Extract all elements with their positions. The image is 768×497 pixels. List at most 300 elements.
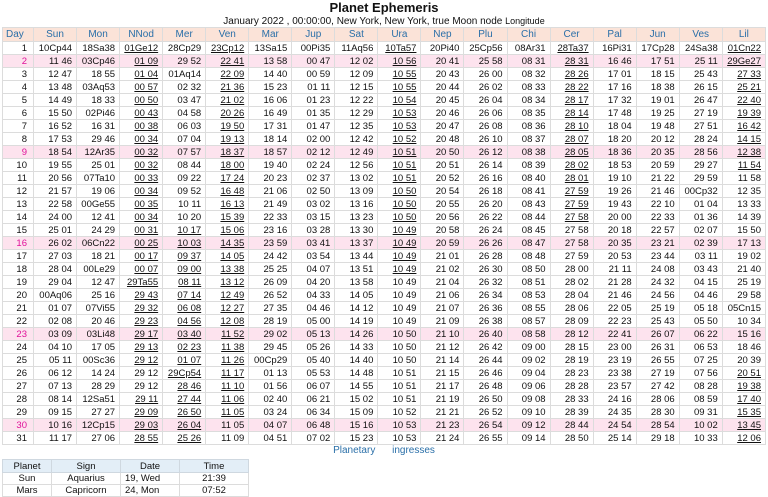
cell-ven bbox=[206, 120, 249, 133]
retrograde-value: 00 32 bbox=[134, 146, 159, 158]
table-row bbox=[3, 172, 766, 185]
cell-ves: 26 47 bbox=[679, 94, 722, 107]
cell-nep: 21 12 bbox=[421, 341, 464, 354]
cell-sun: 20 56 bbox=[34, 172, 77, 185]
cell-ven bbox=[206, 289, 249, 302]
day-cell: 16 bbox=[3, 237, 34, 250]
retrograde-value: 07 14 bbox=[177, 289, 202, 301]
cell-chi: 08 58 bbox=[507, 328, 550, 341]
cell-ura bbox=[378, 263, 421, 276]
retrograde-value: 10 55 bbox=[392, 68, 417, 80]
cell-ven bbox=[206, 107, 249, 120]
retrograde-value: 10 17 bbox=[177, 224, 202, 236]
ingress-cell-sign: Aquarius bbox=[52, 473, 121, 485]
cell-mer bbox=[163, 341, 206, 354]
cell-mon: 12Cp15 bbox=[77, 419, 120, 432]
cell-sun: 24 00 bbox=[34, 211, 77, 224]
cell-mer bbox=[163, 328, 206, 341]
cell-jun: 24 56 bbox=[636, 289, 679, 302]
cell-lil bbox=[722, 393, 765, 406]
ephemeris-table bbox=[2, 27, 766, 445]
cell-sun: 22 58 bbox=[34, 198, 77, 211]
cell-mer: 07 04 bbox=[163, 133, 206, 146]
cell-mar: 26 09 bbox=[249, 276, 292, 289]
cell-mon: 27 06 bbox=[77, 432, 120, 445]
cell-ven bbox=[206, 276, 249, 289]
day-cell: 25 bbox=[3, 354, 34, 367]
cell-mer bbox=[163, 276, 206, 289]
cell-mar: 13Sa15 bbox=[249, 42, 292, 55]
ingress-cell-sign: Capricorn bbox=[52, 485, 121, 497]
day-cell: 2 bbox=[3, 55, 34, 68]
retrograde-value: 29Cp54 bbox=[167, 367, 202, 379]
cell-nnod bbox=[120, 263, 163, 276]
retrograde-value: 29 32 bbox=[134, 302, 159, 314]
cell-mer: 28Cp29 bbox=[163, 42, 206, 55]
cell-ven bbox=[206, 133, 249, 146]
retrograde-value: 28 31 bbox=[564, 55, 589, 67]
cell-pal: 20 53 bbox=[593, 250, 636, 263]
cell-lil bbox=[722, 94, 765, 107]
cell-plu: 26 30 bbox=[464, 263, 507, 276]
cell-sun: 12 47 bbox=[34, 68, 77, 81]
cell-chi: 08 47 bbox=[507, 237, 550, 250]
cell-nnod bbox=[120, 406, 163, 419]
retrograde-value: 00 34 bbox=[134, 133, 159, 145]
cell-jun: 20 59 bbox=[636, 159, 679, 172]
cell-nep: 20Pi40 bbox=[421, 42, 464, 55]
retrograde-value: 29 43 bbox=[134, 289, 159, 301]
cell-cer: 28 09 bbox=[550, 315, 593, 328]
cell-sun: 16 52 bbox=[34, 120, 77, 133]
retrograde-value: 13 38 bbox=[220, 263, 245, 275]
cell-mar: 01 56 bbox=[249, 380, 292, 393]
cell-ura bbox=[378, 198, 421, 211]
cell-mar: 19 40 bbox=[249, 159, 292, 172]
cell-sun: 26 02 bbox=[34, 237, 77, 250]
cell-cer bbox=[550, 42, 593, 55]
cell-ves: 25 43 bbox=[679, 68, 722, 81]
cell-nnod bbox=[120, 276, 163, 289]
cell-jun: 26 07 bbox=[636, 328, 679, 341]
cell-sat: 15 02 bbox=[335, 393, 378, 406]
cell-cer: 28 04 bbox=[550, 289, 593, 302]
day-cell: 6 bbox=[3, 107, 34, 120]
day-cell: 8 bbox=[3, 133, 34, 146]
cell-chi: 08 50 bbox=[507, 263, 550, 276]
ingresses-header-row bbox=[3, 460, 249, 473]
cell-ura: 10 49 bbox=[378, 276, 421, 289]
cell-sat: 13 09 bbox=[335, 185, 378, 198]
cell-jun: 21 46 bbox=[636, 185, 679, 198]
cell-ven bbox=[206, 172, 249, 185]
cell-chi: 08 51 bbox=[507, 276, 550, 289]
cell-ura: 10 53 bbox=[378, 432, 421, 445]
cell-nnod bbox=[120, 328, 163, 341]
retrograde-value: 09 37 bbox=[177, 250, 202, 262]
cell-nnod bbox=[120, 94, 163, 107]
cell-mon: 03Li48 bbox=[77, 328, 120, 341]
retrograde-value: 13 12 bbox=[220, 276, 245, 288]
cell-ura bbox=[378, 120, 421, 133]
cell-jun: 17Cp28 bbox=[636, 42, 679, 55]
cell-mon: 02Pi46 bbox=[77, 107, 120, 120]
cell-jun: 24 32 bbox=[636, 276, 679, 289]
retrograde-value: 28Ta37 bbox=[557, 42, 589, 54]
cell-ven bbox=[206, 237, 249, 250]
table-row bbox=[3, 263, 766, 276]
cell-ura: 10 51 bbox=[378, 367, 421, 380]
cell-ven bbox=[206, 302, 249, 315]
cell-pal: 19 43 bbox=[593, 198, 636, 211]
cell-jun: 28 06 bbox=[636, 393, 679, 406]
cell-pal: 18 53 bbox=[593, 159, 636, 172]
day-cell: 30 bbox=[3, 419, 34, 432]
cell-ura: 10 49 bbox=[378, 302, 421, 315]
cell-pal: 21 11 bbox=[593, 263, 636, 276]
cell-plu: 26 16 bbox=[464, 172, 507, 185]
cell-lil bbox=[722, 380, 765, 393]
cell-sun: 27 03 bbox=[34, 250, 77, 263]
cell-nnod bbox=[120, 172, 163, 185]
retrograde-value: 10 50 bbox=[392, 198, 417, 210]
cell-lil: 05Cn15 bbox=[722, 302, 765, 315]
cell-nnod bbox=[120, 146, 163, 159]
cell-sun: 19 55 bbox=[34, 159, 77, 172]
cell-ura bbox=[378, 211, 421, 224]
cell-nep: 20 59 bbox=[421, 237, 464, 250]
cell-sun: 11 46 bbox=[34, 55, 77, 68]
cell-chi: 08 57 bbox=[507, 315, 550, 328]
cell-jun: 27 42 bbox=[636, 380, 679, 393]
cell-jup: 05 26 bbox=[292, 341, 335, 354]
cell-nep: 20 50 bbox=[421, 146, 464, 159]
cell-cer: 27 58 bbox=[550, 224, 593, 237]
cell-nep: 20 58 bbox=[421, 224, 464, 237]
cell-cer bbox=[550, 159, 593, 172]
cell-nnod bbox=[120, 55, 163, 68]
cell-cer bbox=[550, 55, 593, 68]
cell-cer bbox=[550, 94, 593, 107]
cell-ves: 24Sa38 bbox=[679, 42, 722, 55]
column-header-mon: Mon bbox=[77, 28, 120, 42]
cell-pal: 23 57 bbox=[593, 380, 636, 393]
cell-ura bbox=[378, 159, 421, 172]
cell-sat: 13 51 bbox=[335, 263, 378, 276]
cell-ves: 09 31 bbox=[679, 406, 722, 419]
retrograde-value: 11 52 bbox=[221, 328, 245, 340]
table-row bbox=[3, 68, 766, 81]
retrograde-value: 18 00 bbox=[220, 159, 245, 171]
cell-sat: 14 19 bbox=[335, 315, 378, 328]
retrograde-value: 13 45 bbox=[737, 419, 761, 431]
cell-pal: 17 16 bbox=[593, 81, 636, 94]
table-row bbox=[3, 289, 766, 302]
retrograde-value: 12 38 bbox=[737, 146, 761, 158]
cell-ura bbox=[378, 68, 421, 81]
day-cell: 31 bbox=[3, 432, 34, 445]
retrograde-value: 12 08 bbox=[220, 315, 245, 327]
cell-pal: 22 23 bbox=[593, 315, 636, 328]
cell-lil: 15 16 bbox=[722, 328, 765, 341]
cell-jun: 20 12 bbox=[636, 133, 679, 146]
cell-mer bbox=[163, 367, 206, 380]
cell-nep: 21 21 bbox=[421, 406, 464, 419]
cell-mer bbox=[163, 432, 206, 445]
cell-nnod: 29 12 bbox=[120, 380, 163, 393]
cell-sat: 13 16 bbox=[335, 198, 378, 211]
cell-jup: 02 37 bbox=[292, 172, 335, 185]
cell-lil bbox=[722, 367, 765, 380]
cell-mon: 18Sa38 bbox=[77, 42, 120, 55]
cell-mar: 24 42 bbox=[249, 250, 292, 263]
cell-chi: 09 08 bbox=[507, 393, 550, 406]
cell-mar: 27 35 bbox=[249, 302, 292, 315]
day-cell: 10 bbox=[3, 159, 34, 172]
cell-chi: 08 36 bbox=[507, 120, 550, 133]
cell-sat: 12 29 bbox=[335, 107, 378, 120]
cell-ven: 11 09 bbox=[206, 432, 249, 445]
cell-ven bbox=[206, 159, 249, 172]
cell-lil: 17 13 bbox=[722, 237, 765, 250]
day-cell: 1 bbox=[3, 42, 34, 55]
cell-jup: 01 47 bbox=[292, 120, 335, 133]
cell-ves: 27 19 bbox=[679, 107, 722, 120]
cell-sun: 13 48 bbox=[34, 81, 77, 94]
retrograde-value: 11 17 bbox=[221, 367, 245, 379]
retrograde-value: 01 04 bbox=[134, 68, 159, 80]
cell-chi: 08 45 bbox=[507, 224, 550, 237]
cell-mer bbox=[163, 315, 206, 328]
cell-jup: 02 50 bbox=[292, 185, 335, 198]
cell-nep: 21 01 bbox=[421, 250, 464, 263]
cell-nep: 20 55 bbox=[421, 198, 464, 211]
retrograde-value: 26 04 bbox=[177, 419, 202, 431]
cell-plu: 26 04 bbox=[464, 94, 507, 107]
day-cell: 18 bbox=[3, 263, 34, 276]
cell-jup: 00 47 bbox=[292, 55, 335, 68]
cell-sun: 03 09 bbox=[34, 328, 77, 341]
cell-lil bbox=[722, 120, 765, 133]
cell-nnod bbox=[120, 432, 163, 445]
cell-lil: 18 46 bbox=[722, 341, 765, 354]
cell-ura: 10 50 bbox=[378, 354, 421, 367]
cell-mar: 04 51 bbox=[249, 432, 292, 445]
ingress-cell-date: 19, Wed bbox=[121, 473, 180, 485]
cell-mer: 01Aq14 bbox=[163, 68, 206, 81]
cell-sat: 14 33 bbox=[335, 341, 378, 354]
cell-jup: 06 48 bbox=[292, 419, 335, 432]
cell-chi: 09 02 bbox=[507, 354, 550, 367]
cell-ves: 06 53 bbox=[679, 341, 722, 354]
cell-jup: 01 23 bbox=[292, 94, 335, 107]
cell-nep: 21 04 bbox=[421, 276, 464, 289]
retrograde-value: 28 55 bbox=[134, 432, 159, 444]
retrograde-value: 19 50 bbox=[220, 120, 245, 132]
cell-ven bbox=[206, 198, 249, 211]
cell-chi: 09 14 bbox=[507, 432, 550, 445]
retrograde-value: 12 49 bbox=[220, 289, 245, 301]
cell-mer: 02 32 bbox=[163, 81, 206, 94]
cell-plu: 26 54 bbox=[464, 419, 507, 432]
ingress-cell-time: 07:52 bbox=[180, 485, 249, 497]
cell-plu: 26 44 bbox=[464, 354, 507, 367]
cell-pal: 24 54 bbox=[593, 419, 636, 432]
table-row bbox=[3, 302, 766, 315]
cell-sat: 12 22 bbox=[335, 94, 378, 107]
cell-mer bbox=[163, 393, 206, 406]
cell-sun: 01 07 bbox=[34, 302, 77, 315]
cell-ves: 04 46 bbox=[679, 289, 722, 302]
column-header-sat: Sat bbox=[335, 28, 378, 42]
cell-plu: 25Cp56 bbox=[464, 42, 507, 55]
cell-ven bbox=[206, 406, 249, 419]
retrograde-value: 19 13 bbox=[220, 133, 245, 145]
retrograde-value: 00 07 bbox=[134, 263, 159, 275]
retrograde-value: 28 05 bbox=[564, 146, 589, 158]
column-header-chi: Chi bbox=[507, 28, 550, 42]
table-row bbox=[3, 198, 766, 211]
table-row bbox=[3, 55, 766, 68]
cell-sun: 04 10 bbox=[34, 341, 77, 354]
cell-chi: 08 37 bbox=[507, 133, 550, 146]
cell-plu: 26 12 bbox=[464, 146, 507, 159]
cell-mar: 16 06 bbox=[249, 94, 292, 107]
cell-plu: 26 40 bbox=[464, 328, 507, 341]
cell-sat: 15 09 bbox=[335, 406, 378, 419]
cell-mon: 07Ta10 bbox=[77, 172, 120, 185]
retrograde-value: 00 25 bbox=[134, 237, 159, 249]
cell-ura bbox=[378, 172, 421, 185]
ingress-cell-planet: Mars bbox=[3, 485, 52, 497]
retrograde-value: 28 22 bbox=[564, 81, 589, 93]
cell-ves: 27 51 bbox=[679, 120, 722, 133]
cell-pal: 16 46 bbox=[593, 55, 636, 68]
cell-jup: 00Pi35 bbox=[292, 42, 335, 55]
cell-plu: 26 36 bbox=[464, 302, 507, 315]
cell-mer: 29 52 bbox=[163, 55, 206, 68]
table-row bbox=[3, 94, 766, 107]
day-cell: 28 bbox=[3, 393, 34, 406]
cell-cer: 27 58 bbox=[550, 237, 593, 250]
cell-ura bbox=[378, 81, 421, 94]
cell-mar: 25 25 bbox=[249, 263, 292, 276]
retrograde-value: 11 05 bbox=[221, 406, 245, 418]
cell-lil: 14 39 bbox=[722, 211, 765, 224]
retrograde-value: 29 12 bbox=[134, 354, 159, 366]
cell-mer bbox=[163, 263, 206, 276]
cell-nnod bbox=[120, 68, 163, 81]
cell-plu: 26 55 bbox=[464, 432, 507, 445]
retrograde-value: 01 09 bbox=[134, 55, 159, 67]
cell-mer bbox=[163, 354, 206, 367]
cell-ura bbox=[378, 146, 421, 159]
cell-ura: 10 50 bbox=[378, 341, 421, 354]
cell-mon: 12Ar35 bbox=[77, 146, 120, 159]
cell-ves: 06 22 bbox=[679, 328, 722, 341]
cell-cer bbox=[550, 120, 593, 133]
page-subtitle bbox=[0, 15, 768, 27]
cell-plu: 26 32 bbox=[464, 276, 507, 289]
cell-pal: 21 46 bbox=[593, 289, 636, 302]
cell-pal: 23 19 bbox=[593, 354, 636, 367]
retrograde-value: 20 51 bbox=[737, 367, 761, 379]
retrograde-value: 15 35 bbox=[737, 406, 761, 418]
cell-ves: 02 39 bbox=[679, 237, 722, 250]
cell-ves: 03 43 bbox=[679, 263, 722, 276]
cell-ves: 05 18 bbox=[679, 302, 722, 315]
retrograde-value: 04 56 bbox=[177, 315, 202, 327]
cell-chi: 09 12 bbox=[507, 419, 550, 432]
cell-cer: 28 28 bbox=[550, 380, 593, 393]
cell-plu: 26 24 bbox=[464, 224, 507, 237]
cell-nnod bbox=[120, 198, 163, 211]
cell-nep: 20 52 bbox=[421, 172, 464, 185]
cell-mon: 00Le29 bbox=[77, 263, 120, 276]
subtitle-main: January 2022 , 00:00:00, New York, New York, true Moon node bbox=[223, 16, 503, 27]
cell-ves: 08 59 bbox=[679, 393, 722, 406]
cell-ura bbox=[378, 237, 421, 250]
day-cell: 27 bbox=[3, 380, 34, 393]
cell-mon: 03Aq53 bbox=[77, 81, 120, 94]
cell-cer bbox=[550, 146, 593, 159]
cell-sun: 11 17 bbox=[34, 432, 77, 445]
cell-sat: 13 44 bbox=[335, 250, 378, 263]
cell-mer bbox=[163, 380, 206, 393]
table-row bbox=[3, 419, 766, 432]
cell-sun: 07 13 bbox=[34, 380, 77, 393]
cell-ves: 28 56 bbox=[679, 146, 722, 159]
cell-nep: 20 48 bbox=[421, 133, 464, 146]
cell-jun: 27 19 bbox=[636, 367, 679, 380]
ingress-row bbox=[3, 485, 249, 497]
cell-nep: 21 14 bbox=[421, 354, 464, 367]
cell-lil bbox=[722, 42, 765, 55]
cell-lil bbox=[722, 146, 765, 159]
ephemeris-body bbox=[3, 42, 766, 445]
cell-ves: 26 15 bbox=[679, 81, 722, 94]
table-row bbox=[3, 354, 766, 367]
cell-sun: 10Cp44 bbox=[34, 42, 77, 55]
day-cell: 29 bbox=[3, 406, 34, 419]
cell-mon: 25 01 bbox=[77, 159, 120, 172]
cell-pal: 20 00 bbox=[593, 211, 636, 224]
retrograde-value: 14 05 bbox=[220, 250, 245, 262]
cell-nep: 21 07 bbox=[421, 302, 464, 315]
retrograde-value: 15 39 bbox=[220, 211, 245, 223]
cell-pal: 24 35 bbox=[593, 406, 636, 419]
cell-lil: 20 39 bbox=[722, 354, 765, 367]
cell-cer bbox=[550, 68, 593, 81]
cell-mon: 18 55 bbox=[77, 68, 120, 81]
cell-sat: 15 23 bbox=[335, 432, 378, 445]
cell-lil: 29 58 bbox=[722, 289, 765, 302]
retrograde-value: 27 44 bbox=[177, 393, 202, 405]
retrograde-value: 17 40 bbox=[737, 393, 761, 405]
table-row bbox=[3, 211, 766, 224]
cell-mer bbox=[163, 302, 206, 315]
cell-lil bbox=[722, 133, 765, 146]
day-cell: 4 bbox=[3, 81, 34, 94]
retrograde-value: 14 35 bbox=[220, 237, 245, 249]
cell-nep: 20 56 bbox=[421, 211, 464, 224]
cell-ven bbox=[206, 393, 249, 406]
cell-ven bbox=[206, 380, 249, 393]
cell-jun: 29 18 bbox=[636, 432, 679, 445]
cell-ven bbox=[206, 55, 249, 68]
cell-nep: 20 43 bbox=[421, 68, 464, 81]
cell-jun: 26 55 bbox=[636, 354, 679, 367]
